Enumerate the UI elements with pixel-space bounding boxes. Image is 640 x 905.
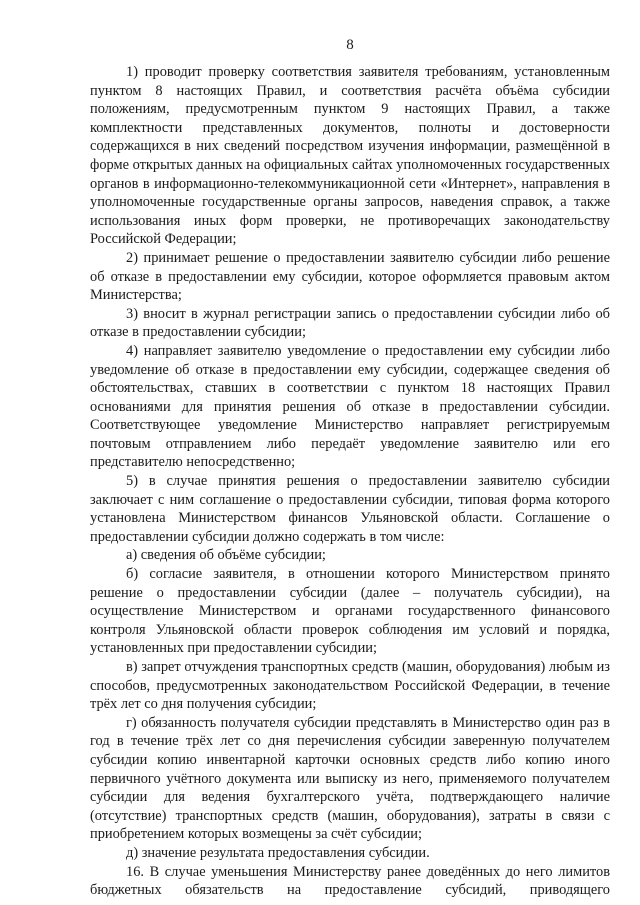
paragraph-subitem-d: д) значение результата предоставления субсидии. [126,844,430,861]
paragraph-subitem-v: в) запрет отчуждения транспортных средств (машин, оборудования) любым из способов, предусмотренных законодательством Российской Федерации, в течение трёх лет со дня получения субсидии; [90,659,610,713]
paragraph-item-3: 3) вносит в журнал регистрации запись о предоставлении субсидии либо об отказе в предоставлении субсидии; [90,305,610,341]
paragraph-subitem-b: б) согласие заявителя, в отношении которого Министерством принято решение о предоставлении субсидии (далее – получатель субсидии), на осуществление Министерством и органами государственного финансового контроля Ульяновской области проверок соблюдения им условий и порядка, установленных при предоставлении субсидии; [90,566,610,657]
paragraph-item-1: 1) проводит проверку соответствия заявителя требованиям, установленным пунктом 8 настоящих Правил, и соответствия расчёта объёма субсидии положениям, предусмотренным пунктом 9 настоящих Правил, а также комплектности представленных документов, полноты и достоверности содержащихся в них сведений посредством изучения информации, размещённой в форме открытых данных на официальных сайтах уполномоченных государственных органов в информационно-телекоммуникационной сети «Интернет», направления в уполномоченные государственные органы запросов, наведения справок, а также использования иных форм проверки, не противоречащих законодательству Российской Федерации; [90,64,610,248]
paragraph-item-5: 5) в случае принятия решения о предоставлении заявителю субсидии заключает с ним соглашение о предоставлении субсидии, типовая форма которого установлена Министерством финансов Ульяновской области. Соглашение о предоставлении субсидии должно содержать в том числе: [90,473,610,545]
paragraph-item-4: 4) направляет заявителю уведомление о предоставлении ему субсидии либо уведомление об отказе в предоставлении ему субсидии, содержащее сведения об обстоятельствах, ставших в соответствии с пунктом 18 настоящих Правил основаниями для принятия решения об отказе в предоставлении субсидии. Соответствующее уведомление Министерство направляет регистрируемым почтовым отправлением либо передаёт уведомление заявителю или его представителю непосредственно; [90,342,610,471]
paragraph-subitem-a: а) сведения об объёме субсидии; [126,547,326,564]
paragraph-section-16: 16. В случае уменьшения Министерству ранее доведённых до него лимитов бюджетных обязательств на предоставление субсидий, приводящего [90,863,610,899]
page-number: 8 [346,37,354,53]
paragraph-subitem-g: г) обязанность получателя субсидии представлять в Министерство один раз в год в течение трёх лет со дня перечисления субсидии заверенную получателем субсидии копию инвентарной карточки основных средств либо копию иного первичного учётного документа или выписку из него, применяемого получателем субсидии для ведения бухгалтерского учёта, подтверждающего наличие (отсутствие) транспортных средств (машин, оборудования), затраты в связи с приобретением которых возмещены за счёт субсидии; [90,714,610,843]
paragraph-item-2: 2) принимает решение о предоставлении заявителю субсидии либо решение об отказе в предоставлении ему субсидии, которое оформляется правовым актом Министерства; [90,249,610,304]
